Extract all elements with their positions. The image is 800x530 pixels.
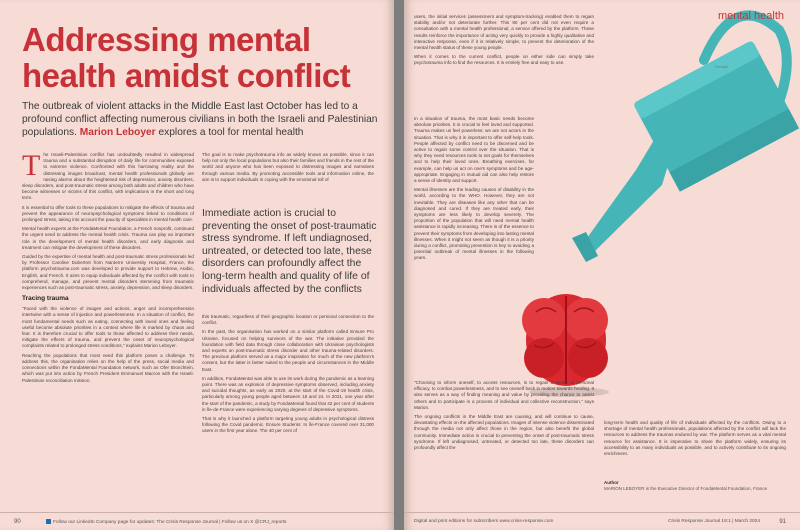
body-paragraph: users, the initial services (assessment and symptom-tracking) enabled them to regain stability and/or not deteriorate further. This 80 per cent did not even require a consultation with a mental health professional, a service offered by the platform. These results reinforce the importance of acting very quickly to provide a highly qualitative and interactive response, even if it is relatively simple, to prevent the deterioration of the mental health status of these young people.	[414, 14, 594, 51]
body-paragraph: In a situation of trauma, the most basic needs become absolute priorities. It is crucial to feel loved and supported. Trauma makes us feel powerless; we are not actors in the situation. That is why it is important to offer self-help tools. People affected by conflict need to be discerned and be active to regain some control over the situation. That is why they need resources tools to set goals for themselves and to help their loved ones. Breathing exercises, for example, can help us act on one's symptoms and be age-appropriate. Engaging in mutual aid can also help restore a sense of identity and support.	[414, 116, 534, 184]
left-page	[0, 0, 394, 530]
body-paragraph: long-term health and quality of life of individuals affected by the conflicts. Owing to a shortage of mental health professionals, populations affected by the conflict will lack the resources to address the traumas endured by war. The platform serves as a vital mental resource for assistance. It is imperative to share the platform widely, ensuring its accessibility to as many individuals as possible, and to actively contribute to its ongoing enrichment.	[604, 420, 786, 457]
body-paragraph: Mental health experts at the FondaMental Foundation, a French nonprofit, continued the urgent need to address the mental health crisis. Trauma can play an important role in the development of mental health disorders, and early diagnosis and treatment can mitigate the development of these disorders.	[22, 226, 194, 250]
body-paragraph: Reaching the populations that most need this platform poses a challenge. To address this, the organisation relies on the help of the press, social media and connections within the FondaMental Foundation network, such as Ofer Bronchtein, which was put into action by French President Emmanuel Macron with the Israeli-Palestinian reconciliation mission.	[22, 352, 194, 383]
image-credit: Freepik	[714, 64, 728, 69]
standfirst-author: Marion Leboyer	[79, 127, 156, 138]
article-headline: Addressing mental health amidst conflict	[22, 21, 351, 94]
right-footer	[404, 512, 800, 530]
author-bio	[604, 480, 784, 492]
author-text: MARION LEBOYER is the Executive Director of FondaMental Foundation, France	[604, 486, 768, 491]
standfirst-tail: explores a tool for mental health	[158, 127, 304, 138]
pull-quote: Immediate action is crucial to preventing the onset of post-traumatic stress syndrome. If left undiagnosed, untreated, or detected too late, these disorders can profoundly affect the long-term health and quality of life of individuals affected by the conflicts	[202, 208, 377, 295]
right-column-3	[414, 380, 594, 454]
watering-can-spout	[582, 140, 672, 252]
footer-journal-issue: Crisis Response Journal 19:1 | March 2024	[668, 519, 760, 524]
page-number-right: 91	[779, 519, 786, 525]
left-column-1	[22, 149, 194, 387]
body-paragraph: The ongoing conflicts in the Middle East are causing, and will continue to cause, devastating effects on the affected populations. Images of intense violence disseminated through the media not only affect those in the region, but also benefit the global community. Immediate action is crucial to preventing the onset of post-traumatic stress syndrome. If left undiagnosed, untreated, or detected too late, these disorders can profoundly affect the	[414, 414, 594, 451]
section-label: mental health	[717, 10, 784, 22]
body-paragraph: In addition, FondaMental was able to use its work during the pandemic as a learning point. There was an explosion of depressive symptoms observed, including anxiety and suicidal thoughts, as early as 2020, at the start of the Covid-19 health crisis, particularly among young people aged between 18 and 24. In 2021, one year after the start of the pandemic, a study by FondaMental found that 42 per cent of students in Île-de-France were experiencing varying degrees of depressive symptoms.	[202, 375, 374, 412]
body-paragraph: he Israeli-Palestinian conflict has undoubtedly resulted in widespread trauma and a substantial disruption of daily life for communities exposed to extreme violence. Confronted with this harrowing reality and the distressing images broadcast, mental health professionals globally are raising alarms about the heightened risk of depression, anxiety disorders, sleep disorders, and post-traumatic stress among both adults and children who have become witnesses or victims of this conflict, with implications in the short and long term.	[22, 152, 194, 201]
linkedin-icon	[46, 519, 51, 524]
drop-cap: T	[22, 149, 41, 182]
standfirst	[22, 100, 387, 139]
body-paragraph: It is essential to offer tools to these populations to mitigate the effects of trauma and prevent the appearance of neuropsychological symptoms linked to conditions of prolonged stress, taking into account the paucity of specialists in mental health care.	[22, 204, 194, 223]
body-paragraph: Guided by the expertise of mental health and post-traumatic stress professionals led by Professor Caroline Dubertret from Nanterre University Hospital, France, the platform psychotrauma.com was developed to provide support to Hebrew, Arabic, English, and French. It aims to equip individuals affected by the conflict with tools to comprehend, manage, and prevent mental disorders stemming from traumatic experiences such as post-traumatic stress, anxiety, depression, and sleep disorders.	[22, 254, 194, 291]
body-paragraph: That is why it launched a platform targeting young adults in psychological distress following the Covid pandemic. Ensure Students: In île-France covered over 31,000 users in the first year alone. The 40 per cent of	[202, 416, 374, 434]
author-label: Author	[604, 480, 619, 485]
spine-gutter	[394, 0, 404, 530]
body-paragraph: this traumatic, regardless of their geographic location or personal connection to the conflict.	[202, 314, 374, 326]
right-column-1	[414, 14, 594, 70]
body-paragraph: "Faced with the violence of images and actions, anger and incomprehension intertwine with a sense of injustice and powerlessness. In a situation of conflict, the most fundamental needs such as eating, connecting with loved ones and feeling useful become absolute priorities in a context where life is marked by chaos and fear. It is therefore crucial to offer tools to those affected to address their needs, mitigate the effects of trauma, and prevent the onset of neuropsychological complaints related to prolonged stress conditions," explains Marion Leboyer.	[22, 306, 194, 349]
left-footer	[0, 512, 394, 530]
body-paragraph: When it comes to the current conflict, people on either side can simply take psychotrauma info to find the resources. It is entirely free and easy to use.	[414, 54, 594, 66]
subheading-tracing-trauma: Tracing trauma	[22, 295, 69, 303]
page-number-left: 90	[14, 519, 21, 525]
body-paragraph: "Choosing to inform oneself, to access resources, is to regain a sense of personal efficacy, to combat powerlessness, and to see oneself back in motion towards healing. It also serves as a way of finding meaning and value by providing the chance to assist others and to participate in a process of individual and collective reconstruction," says Marion.	[414, 380, 594, 410]
footer-subscription-text: Digital and print editions for subscribers www.crisis-response.com	[414, 519, 554, 524]
right-column-4	[604, 420, 786, 460]
body-paragraph: In the past, the organisation has worked on a similar platform called Ensure Pro Ukraine, focused on helping survivors of the war. The initiative provided the foundation with field data through close collaboration with Ukrainian psychologists and experts on post-traumatic stress disorder and other trauma-related disorders. The previous platform served as a major inspiration for much of the new platform's content, but the latter is better suited to the people and circumstances in the Middle East.	[202, 329, 374, 372]
brain-icon	[522, 294, 608, 386]
right-column-2	[414, 116, 534, 265]
right-page	[404, 0, 800, 530]
footer-social-text	[46, 519, 286, 525]
body-paragraph: The goal is to make psychotrauma info as widely known as possible, since it can help not only the local populations but also their families and friends in the rest of the world and anyone who has been exposed to distressing images and narratives through various media. By promoting accessible tools and information online, the aim is to support individuals in coping with the emotional toll of	[202, 152, 374, 182]
footer-social-label: Follow our LinkedIn Company page for updates: The Crisis Response Journal | Follow us on X @CRJ_reports	[53, 519, 287, 525]
standfirst-text: The outbreak of violent attacks in the Middle East last October has led to a profound conflict affecting numerous civilians in both the Israeli and Palestinian populations.	[22, 101, 378, 138]
body-paragraph: Mental illnesses are the leading causes of disability in the world, according to the WHO. However, they are not inevitable. They are diseases like any other that can be diagnosed and cured. If they are treated early, their symptoms are less likely to develop severely. The proportion of the population that will need mental health assistance is rapidly increasing. There is of the essence to prevent their symptoms from developing into lasting mental illnesses. When it might not seem as though it is a priority during a conflict, promoting prevention is key to avoiding a potential outbreak of mental illnesses in the following years.	[414, 187, 535, 261]
